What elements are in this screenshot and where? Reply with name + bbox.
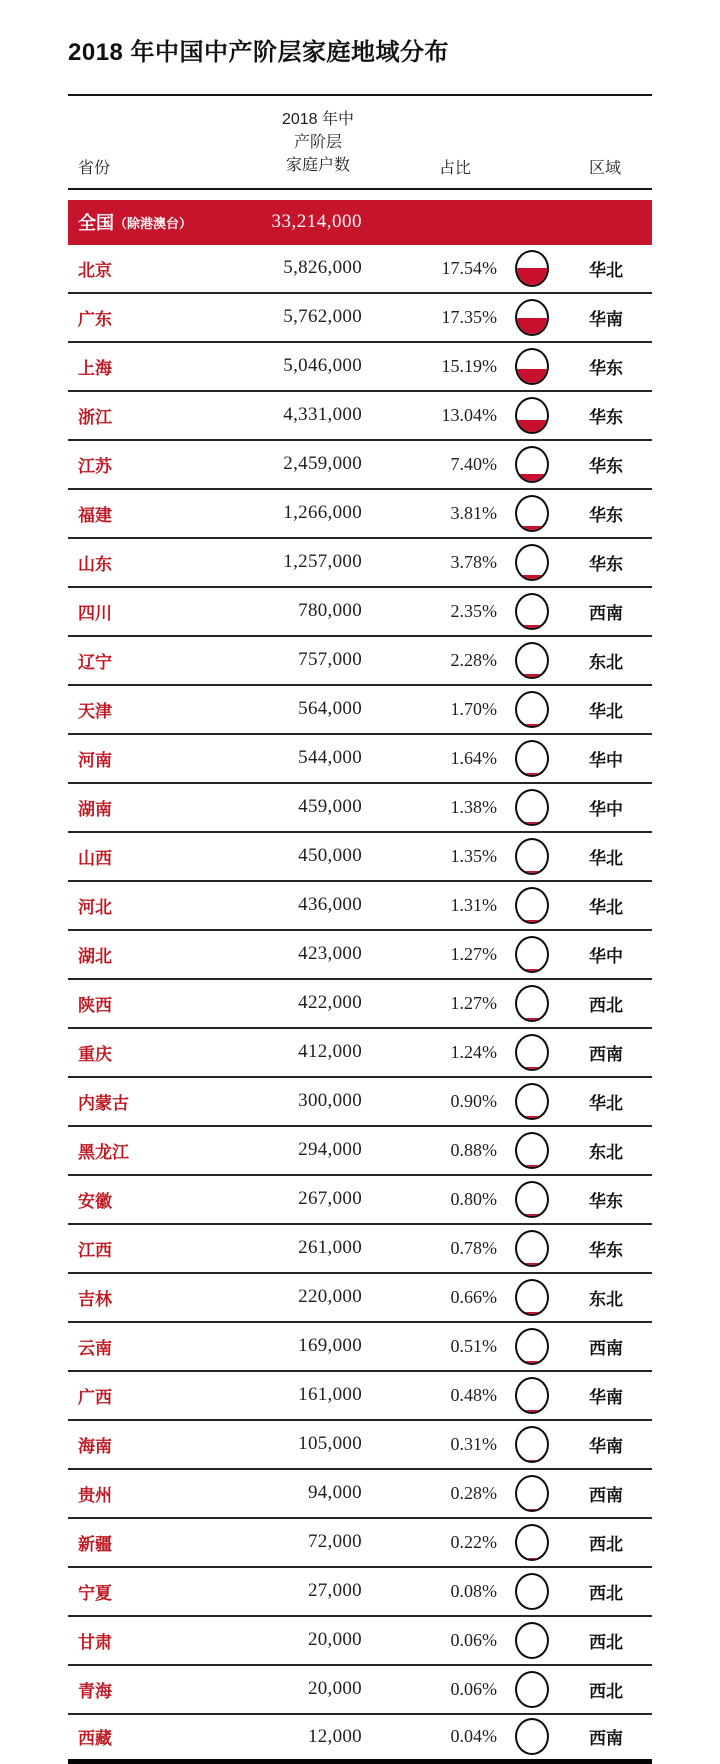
province-cell: 甘肃 [68,1628,228,1653]
table-row [68,1323,652,1372]
table-row [68,1421,652,1470]
column-header-households-line1: 2018 年中产阶层 [282,111,354,151]
table-row [68,539,652,588]
households-cell: 5,826,000 [228,257,362,279]
region-cell: 华东 [567,1236,652,1261]
table-row [68,637,652,686]
province-cell: 北京 [68,256,228,281]
share-cell: 0.08% [362,1581,497,1602]
share-cell: 3.78% [362,552,497,573]
table-header [68,96,652,188]
households-cell: 261,000 [228,1237,362,1259]
gauge-cell [497,740,567,777]
share-cell: 0.78% [362,1238,497,1259]
table-row [68,980,652,1029]
table-row [68,1372,652,1421]
region-cell: 西北 [567,1579,652,1604]
gauge-cell [497,1718,567,1755]
share-cell: 0.66% [362,1287,497,1308]
province-cell: 重庆 [68,1040,228,1065]
province-cell: 江苏 [68,452,228,477]
share-gauge-fill [517,1263,547,1265]
share-gauge-fill [517,575,547,578]
households-cell: 294,000 [228,1139,362,1161]
share-gauge-icon [515,1475,549,1512]
share-cell: 1.35% [362,846,497,867]
table-row [68,1568,652,1617]
share-gauge-icon [515,1622,549,1659]
households-cell: 412,000 [228,1041,362,1063]
region-cell: 华南 [567,1383,652,1408]
province-cell: 湖南 [68,795,228,820]
region-cell: 西南 [567,599,652,624]
share-cell: 0.28% [362,1483,497,1504]
households-cell: 2,459,000 [228,453,362,475]
table-row [68,931,652,980]
region-cell: 西北 [567,1677,652,1702]
province-cell: 安徽 [68,1187,228,1212]
province-cell: 浙江 [68,403,228,428]
column-header-households-line2: 家庭户数 [286,157,350,174]
share-gauge-icon [515,397,549,434]
households-cell: 544,000 [228,747,362,769]
page-title: 2018 年中国中产阶层家庭地域分布 [68,32,652,67]
province-cell: 河南 [68,746,228,771]
gauge-cell [497,1671,567,1708]
households-cell: 780,000 [228,600,362,622]
share-gauge-fill [517,969,547,971]
households-cell: 564,000 [228,698,362,720]
region-cell: 华南 [567,1432,652,1457]
share-gauge-fill [517,625,547,627]
total-label-paren: （除港澳台） [114,216,192,231]
share-cell: 0.80% [362,1189,497,1210]
share-gauge-fill [517,674,547,676]
share-gauge-fill [517,1165,547,1167]
gauge-cell [497,1132,567,1169]
households-cell: 20,000 [228,1629,362,1651]
gauge-cell [497,1426,567,1463]
region-cell: 西北 [567,1628,652,1653]
share-cell: 0.88% [362,1140,497,1161]
province-cell: 山东 [68,550,228,575]
share-gauge-icon [515,691,549,728]
total-row-label [68,209,228,235]
gauge-cell [497,397,567,434]
share-gauge-icon [515,348,549,385]
table-row [68,490,652,539]
province-cell: 贵州 [68,1481,228,1506]
region-cell: 东北 [567,1138,652,1163]
total-row [68,200,652,245]
share-cell: 0.31% [362,1434,497,1455]
gauge-cell [497,985,567,1022]
table-row [68,882,652,931]
table-row [68,1078,652,1127]
province-cell: 陕西 [68,991,228,1016]
table-row [68,1029,652,1078]
share-gauge-fill [517,871,547,873]
share-gauge-fill [517,1214,547,1216]
households-cell: 4,331,000 [228,404,362,426]
share-cell: 3.81% [362,503,497,524]
province-cell: 江西 [68,1236,228,1261]
gauge-cell [497,250,567,287]
column-header-province: 省份 [68,155,228,178]
share-gauge-icon [515,838,549,875]
region-cell: 华东 [567,354,652,379]
share-gauge-icon [515,544,549,581]
share-cell: 0.51% [362,1336,497,1357]
households-cell: 161,000 [228,1384,362,1406]
table-row [68,1519,652,1568]
share-gauge-icon [515,299,549,336]
province-cell: 西藏 [68,1724,228,1749]
households-cell: 459,000 [228,796,362,818]
gauge-cell [497,1377,567,1414]
share-gauge-icon [515,1377,549,1414]
column-header-region: 区域 [567,155,652,178]
share-gauge-fill [517,268,547,284]
share-cell: 1.24% [362,1042,497,1063]
share-cell: 2.28% [362,650,497,671]
region-cell: 西南 [567,1040,652,1065]
share-gauge-icon [515,250,549,287]
gauge-cell [497,544,567,581]
table-row [68,735,652,784]
gauge-cell [497,691,567,728]
share-gauge-icon [515,887,549,924]
households-cell: 20,000 [228,1678,362,1700]
share-cell: 1.27% [362,993,497,1014]
share-cell: 1.64% [362,748,497,769]
total-row-households: 33,214,000 [228,211,362,233]
share-cell: 17.54% [362,258,497,279]
gauge-cell [497,642,567,679]
gauge-cell [497,299,567,336]
province-cell: 上海 [68,354,228,379]
province-cell: 宁夏 [68,1579,228,1604]
gauge-cell [497,1573,567,1610]
share-gauge-icon [515,936,549,973]
share-cell: 1.27% [362,944,497,965]
table-row [68,1274,652,1323]
share-gauge-icon [515,1279,549,1316]
gauge-cell [497,1181,567,1218]
table-row [68,1617,652,1666]
gauge-cell [497,348,567,385]
share-gauge-icon [515,1573,549,1610]
region-cell: 华南 [567,305,652,330]
share-gauge-fill [517,1018,547,1020]
households-cell: 220,000 [228,1286,362,1308]
households-cell: 436,000 [228,894,362,916]
share-cell: 15.19% [362,356,497,377]
share-gauge-icon [515,985,549,1022]
region-cell: 西南 [567,1334,652,1359]
header-divider [68,188,652,190]
gauge-cell [497,446,567,483]
share-gauge-fill [517,773,547,775]
column-header-share: 占比 [362,155,497,178]
gauge-cell [497,1230,567,1267]
households-cell: 94,000 [228,1482,362,1504]
share-gauge-fill [517,1410,547,1412]
share-cell: 13.04% [362,405,497,426]
region-cell: 西北 [567,1530,652,1555]
gauge-cell [497,936,567,973]
share-gauge-icon [515,1524,549,1561]
households-cell: 1,257,000 [228,551,362,573]
province-cell: 黑龙江 [68,1138,228,1163]
table-row [68,1225,652,1274]
region-cell: 华东 [567,1187,652,1212]
share-cell: 0.06% [362,1679,497,1700]
households-cell: 1,266,000 [228,502,362,524]
province-cell: 广东 [68,305,228,330]
province-cell: 青海 [68,1677,228,1702]
share-gauge-icon [515,740,549,777]
share-cell: 2.35% [362,601,497,622]
share-gauge-fill [517,526,547,530]
households-cell: 300,000 [228,1090,362,1112]
gauge-cell [497,838,567,875]
share-gauge-fill [517,920,547,922]
gauge-cell [497,887,567,924]
table-row [68,343,652,392]
region-cell: 西南 [567,1481,652,1506]
share-cell: 0.48% [362,1385,497,1406]
table-row [68,686,652,735]
region-cell: 西北 [567,991,652,1016]
column-header-households [228,108,362,178]
share-cell: 0.90% [362,1091,497,1112]
gauge-cell [497,593,567,630]
province-cell: 内蒙古 [68,1089,228,1114]
share-gauge-fill [517,369,547,383]
gauge-cell [497,1622,567,1659]
region-cell: 东北 [567,1285,652,1310]
province-cell: 辽宁 [68,648,228,673]
households-cell: 757,000 [228,649,362,671]
share-gauge-icon [515,1034,549,1071]
region-cell: 华北 [567,893,652,918]
households-cell: 5,762,000 [228,306,362,328]
households-cell: 105,000 [228,1433,362,1455]
province-cell: 湖北 [68,942,228,967]
share-cell: 0.06% [362,1630,497,1651]
share-gauge-icon [515,642,549,679]
share-gauge-icon [515,1132,549,1169]
total-label-main: 全国 [78,213,114,233]
gauge-cell [497,1475,567,1512]
table-row [68,441,652,490]
region-cell: 华东 [567,550,652,575]
share-gauge-fill [517,1361,547,1363]
gauge-cell [497,1328,567,1365]
region-cell: 华东 [567,403,652,428]
share-cell: 0.04% [362,1726,497,1747]
share-cell: 1.38% [362,797,497,818]
households-cell: 423,000 [228,943,362,965]
share-gauge-icon [515,789,549,826]
share-gauge-fill [517,1067,547,1069]
households-cell: 12,000 [228,1726,362,1748]
share-gauge-icon [515,1230,549,1267]
table-row [68,392,652,441]
province-cell: 天津 [68,697,228,722]
province-cell: 山西 [68,844,228,869]
table-row [68,1176,652,1225]
share-gauge-fill [517,474,547,481]
share-gauge-icon [515,593,549,630]
gauge-cell [497,495,567,532]
gauge-cell [497,1524,567,1561]
table-row [68,833,652,882]
table-row [68,1470,652,1519]
region-cell: 华中 [567,746,652,771]
region-cell: 华中 [567,942,652,967]
share-gauge-icon [515,1083,549,1120]
region-cell: 西南 [567,1724,652,1749]
share-cell: 7.40% [362,454,497,475]
share-gauge-icon [515,446,549,483]
province-cell: 云南 [68,1334,228,1359]
region-cell: 华北 [567,1089,652,1114]
region-cell: 华东 [567,452,652,477]
region-cell: 华东 [567,501,652,526]
share-gauge-icon [515,1328,549,1365]
households-cell: 169,000 [228,1335,362,1357]
table-row [68,784,652,833]
share-gauge-fill [517,1116,547,1118]
share-gauge-icon [515,1426,549,1463]
share-cell: 1.70% [362,699,497,720]
province-cell: 海南 [68,1432,228,1457]
region-cell: 东北 [567,648,652,673]
share-gauge-icon [515,1181,549,1218]
province-cell: 吉林 [68,1285,228,1310]
province-cell: 新疆 [68,1530,228,1555]
province-cell: 河北 [68,893,228,918]
gauge-cell [497,789,567,826]
share-gauge-icon [515,495,549,532]
table-row [68,588,652,637]
region-cell: 华北 [567,844,652,869]
share-gauge-fill [517,822,547,824]
region-cell: 华中 [567,795,652,820]
table-row [68,1715,652,1764]
table-body [68,245,652,1764]
share-gauge-fill [517,1312,547,1314]
region-cell: 华北 [567,256,652,281]
gauge-cell [497,1279,567,1316]
region-cell: 华北 [567,697,652,722]
share-gauge-icon [515,1671,549,1708]
share-cell: 0.22% [362,1532,497,1553]
share-cell: 1.31% [362,895,497,916]
households-cell: 72,000 [228,1531,362,1553]
table-row [68,1666,652,1715]
households-cell: 422,000 [228,992,362,1014]
share-gauge-icon [515,1718,549,1755]
province-cell: 福建 [68,501,228,526]
households-cell: 450,000 [228,845,362,867]
households-cell: 27,000 [228,1580,362,1602]
province-cell: 广西 [68,1383,228,1408]
households-cell: 267,000 [228,1188,362,1210]
table-row [68,1127,652,1176]
gauge-cell [497,1034,567,1071]
province-cell: 四川 [68,599,228,624]
share-gauge-fill [517,420,547,432]
gauge-cell [497,1083,567,1120]
table-row [68,245,652,294]
table-row [68,294,652,343]
households-cell: 5,046,000 [228,355,362,377]
share-cell: 17.35% [362,307,497,328]
share-gauge-fill [517,318,547,334]
share-gauge-fill [517,724,547,726]
